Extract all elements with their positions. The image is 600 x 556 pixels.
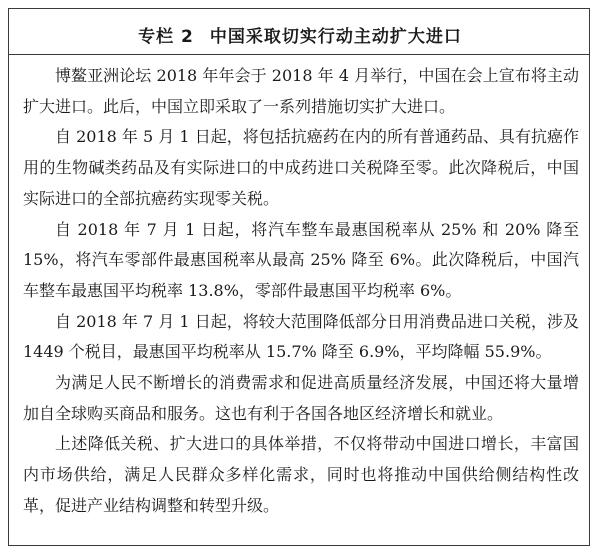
paragraph-conclusion: 上述降低关税、扩大进口的具体举措，不仅将带动中国进口增长，丰富国内市场供给，满足人民群众多样化需求，同时也将推动中国供给侧结构性改革，促进产业结构调整和转型升级。 bbox=[23, 434, 579, 515]
paragraph-medicine: 自 2018 年 5 月 1 日起，将包括抗癌药在内的所有普通药品、具有抗癌作用的生物碱类药品及有实际进口的中成药进口关税降至零。此次降税后，中国实际进口的全部抗癌药实现零关税。 bbox=[23, 127, 579, 208]
paragraph-consumer-goods: 自 2018 年 7 月 1 日起，将较大范围降低部分日用消费品进口关税，涉及 1449 个税目，最惠国平均税率从 15.7% 降至 6.9%，平均降幅 55.9%。 bbox=[23, 311, 579, 362]
box-label: 专栏 2 bbox=[138, 27, 194, 47]
box-body bbox=[23, 61, 579, 522]
title-divider bbox=[9, 54, 589, 55]
paragraph-automobile: 自 2018 年 7 月 1 日起，将汽车整车最惠国税率从 25% 和 20% 降至 15%，将汽车零部件最惠国税率从最高 25% 降至 6%。此次降税后，中国汽车整车最惠国平均税率 13.8%，零部件最惠国平均税率 6%。 bbox=[23, 219, 579, 300]
paragraph-global-purchase: 为满足人民不断增长的消费需求和促进高质量经济发展，中国还将大量增加自全球购买商品和服务。这也有利于各国各地区经济增长和就业。 bbox=[23, 373, 579, 423]
box-title bbox=[9, 22, 591, 47]
box-heading: 中国采取切实行动主动扩大进口 bbox=[209, 27, 462, 47]
paragraph-intro: 博鳌亚洲论坛 2018 年年会于 2018 年 4 月举行，中国在会上宣布将主动扩大进口。此后，中国立即采取了一系列措施切实扩大进口。 bbox=[23, 66, 579, 116]
sidebar-box bbox=[8, 8, 590, 546]
